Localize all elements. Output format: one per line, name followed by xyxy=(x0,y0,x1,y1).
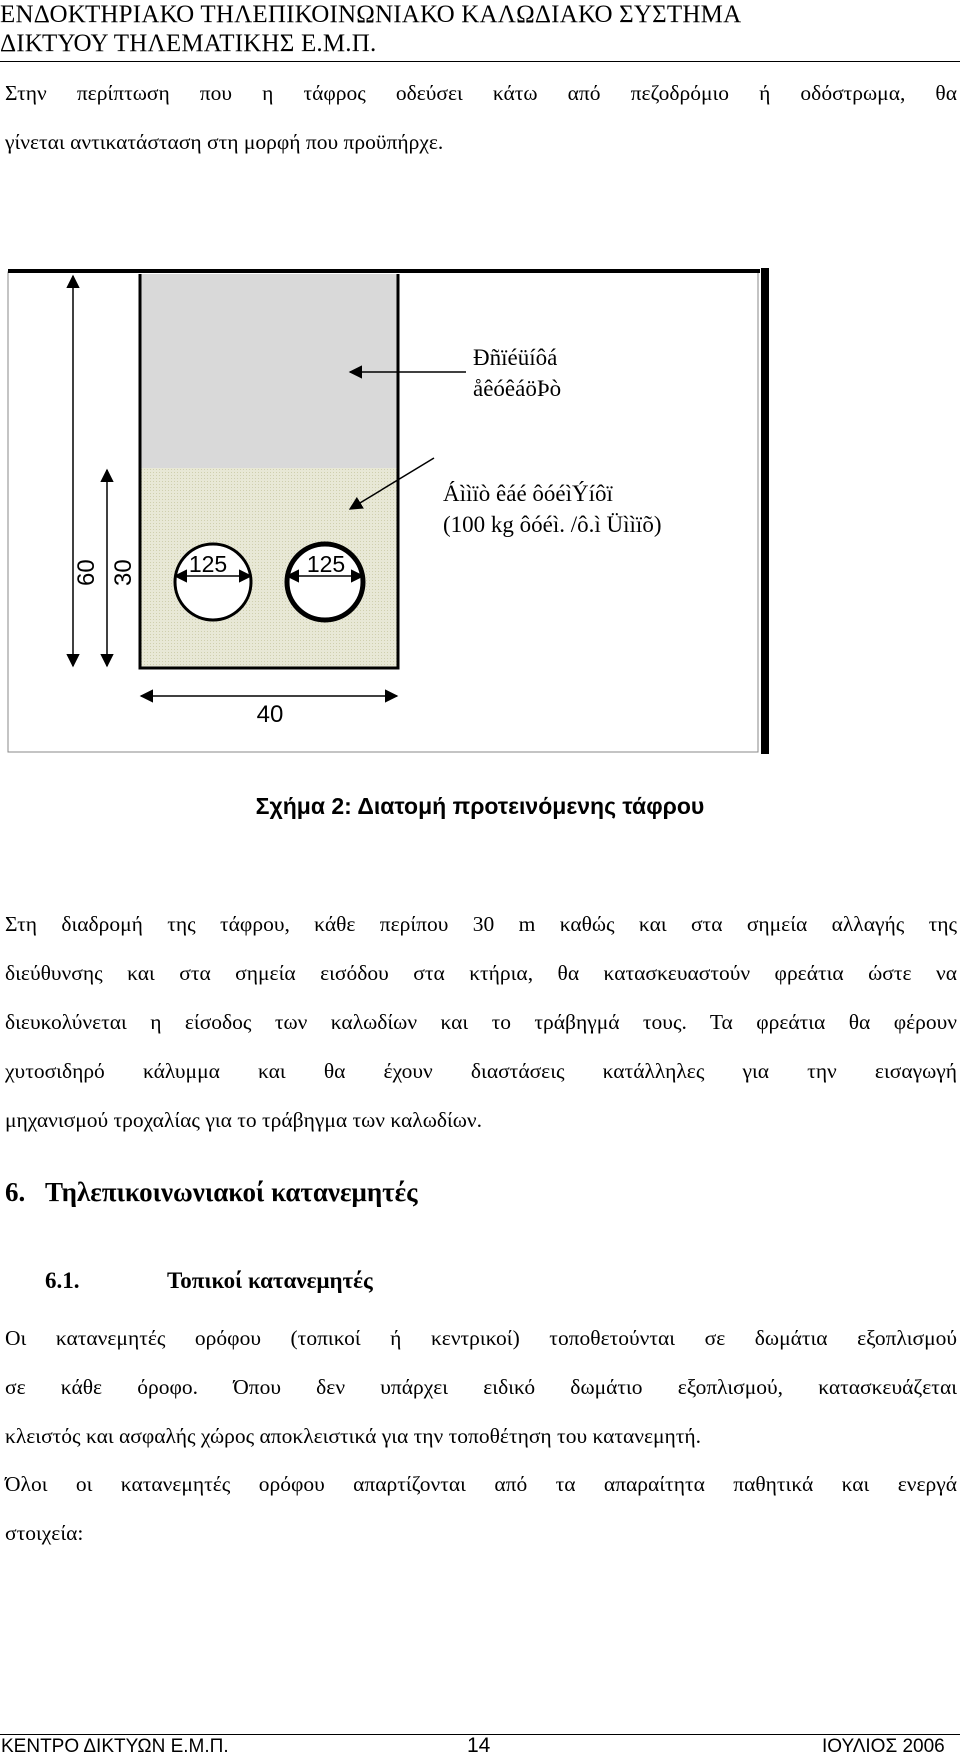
intro-line-1: Στην περίπτωση που η τάφρος οδεύσει κάτω από πεζοδρόμιο ή οδόστρωμα, θα xyxy=(5,81,957,105)
body1-line-2: διεύθυνσης και στα σημεία εισόδου στα κτήρια, θα κατασκευαστούν φρεάτια ώστε να xyxy=(5,961,957,985)
body1-line-3: διευκολύνεται η είσοδος των καλωδίων και το τράβηγμά τους. Τα φρεάτια θα φέρουν xyxy=(5,1010,957,1034)
footer-left: ΚΕΝΤΡΟ ΔΙΚΤΥΩΝ Ε.Μ.Π. xyxy=(1,1736,229,1757)
section-6-1-heading xyxy=(45,1268,373,1294)
pipe-right-dimension-label: 125 xyxy=(306,551,346,577)
pipe-left-dimension-label: 125 xyxy=(188,551,228,577)
backfill-label-line-1: Ðñïéüíôá xyxy=(473,345,558,370)
running-header xyxy=(0,0,825,58)
sand-cement-label-line-2: (100 kg ôóéì. /ô.ì Üììïõ) xyxy=(443,512,662,537)
right-wall-bar xyxy=(761,268,769,754)
figure-caption: Σχήμα 2: Διατομή προτεινόμενης τάφρου xyxy=(255,793,705,819)
width-dimension-label: 40 xyxy=(256,701,284,728)
header-title-line-1: ΕΝΔΟΚΤΗΡΙΑΚΟ ΤΗΛΕΠΙΚΟΙΝΩΝΙΑΚΟ ΚΑΛΩΔΙΑΚΟ ΣΥΣΤΗΜΑ xyxy=(0,1,742,28)
footer-page-number: 14 xyxy=(467,1734,491,1757)
backfill-label-line-2: åêóêáöÞò xyxy=(473,376,562,401)
section-6-heading xyxy=(5,1177,418,1208)
body3-line-1: Όλοι οι κατανεμητές ορόφου απαρτίζονται από τα απαραίτητα παθητικά και ενεργά xyxy=(5,1472,957,1496)
body1-line-1: Στη διαδρομή της τάφρου, κάθε περίπου 30 m καθώς και στα σημεία αλλαγής της xyxy=(5,912,957,936)
header-title-line-2: ΔΙΚΤΥΟΥ ΤΗΛΕΜΑΤΙΚΗΣ Ε.Μ.Π. xyxy=(0,30,377,57)
intro-paragraph xyxy=(5,69,957,167)
fill-height-dimension-label: 30 xyxy=(110,559,137,586)
header-rule xyxy=(0,61,960,62)
intro-line-2: γίνεται αντικατάσταση στη μορφή που προϋπήρχε. xyxy=(5,130,444,154)
body1-line-5: μηχανισμού τροχαλίας για το τράβηγμα των καλωδίων. xyxy=(5,1108,483,1132)
body-paragraph-1 xyxy=(5,900,957,1145)
body2-line-2: σε κάθε όροφο. Όπου δεν υπάρχει ειδικό δωμάτιο εξοπλισμού, κατασκευάζεται xyxy=(5,1375,957,1399)
backfill-zone xyxy=(140,274,398,490)
body3-line-2: στοιχεία: xyxy=(5,1521,84,1545)
body2-line-3: κλειστός και ασφαλής χώρος αποκλειστικά για την τοποθέτηση του κατανεμητή. xyxy=(5,1424,702,1448)
footer-right: ΙΟΥΛΙΟΣ 2006 xyxy=(822,1736,945,1757)
sand-cement-label-line-1: Áììïò êáé ôóéìÝíôï xyxy=(443,481,613,506)
total-height-dimension-label: 60 xyxy=(73,559,100,586)
body-paragraph-2 xyxy=(5,1314,957,1461)
section-6-number: 6. xyxy=(5,1177,26,1207)
section-6-title: Τηλεπικοινωνιακοί κατανεμητές xyxy=(45,1177,418,1207)
body-paragraph-3 xyxy=(5,1460,957,1558)
body2-line-1: Οι κατανεμητές ορόφου (τοπικοί ή κεντρικοί) τοποθετούνται σε δωμάτια εξοπλισμού xyxy=(5,1326,957,1350)
body1-line-4: χυτοσιδηρό κάλυμμα και θα έχουν διαστάσεις κατάλληλες για την εισαγωγή xyxy=(5,1059,957,1083)
section-6-1-number: 6.1. xyxy=(45,1268,80,1293)
trench-cross-section-figure xyxy=(0,250,960,770)
section-6-1-title: Τοπικοί κατανεμητές xyxy=(167,1268,373,1293)
